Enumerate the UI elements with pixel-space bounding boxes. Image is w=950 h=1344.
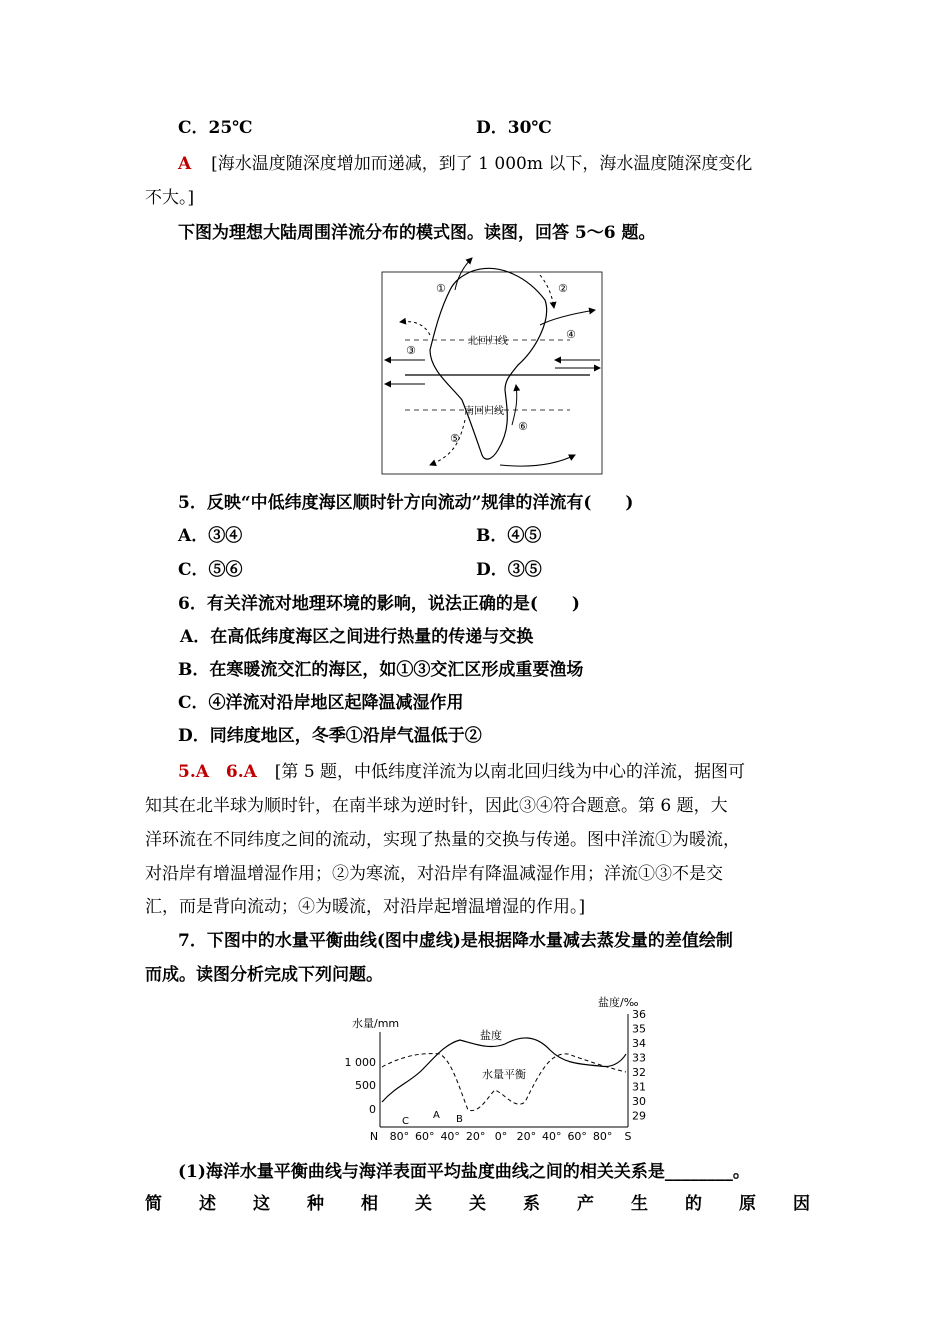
label-5: ⑤ xyxy=(450,432,460,445)
x-tick-label: 20° xyxy=(516,1130,537,1142)
spread-char: 原 xyxy=(739,1194,756,1214)
series-label-water-balance: 水量平衡 xyxy=(482,1068,526,1081)
spread-char: 这 xyxy=(253,1194,270,1214)
q5-option-b: B．④⑤ xyxy=(476,526,542,546)
x-tick-label: 80° xyxy=(592,1130,613,1142)
spread-char: 关 xyxy=(469,1194,486,1214)
q5-option-a: A．③④ xyxy=(178,526,243,546)
answer-5-6-letters: 5.A 6.A xyxy=(178,762,257,782)
spread-char: 因 xyxy=(793,1194,810,1214)
right-tick-label: 31 xyxy=(632,1080,646,1094)
answer-explanation: [海水温度随深度增加而递减，到了 1 000m 以下，海水温度随深度变化 xyxy=(211,154,753,174)
q5-stem: 5．反映“中低纬度海区顺时针方向流动”规律的洋流有( ) xyxy=(178,493,634,513)
x-tick-label: 0° xyxy=(494,1130,508,1142)
spread-char: 产 xyxy=(577,1194,594,1214)
left-tick-label: 0 xyxy=(369,1103,376,1116)
salinity-water-balance-chart xyxy=(340,992,650,1142)
answer-5-6-line4: 对沿岸有增温增湿作用；②为寒流，对沿岸有降温减湿作用；洋流①③不是交 xyxy=(145,864,723,884)
answer-5-6-text: [第 5 题，中低纬度洋流为以南北回归线为中心的洋流，据图可 xyxy=(274,762,746,782)
right-tick-label: 32 xyxy=(632,1066,646,1079)
q6-option-b: B．在寒暖流交汇的海区，如①③交汇区形成重要渔场 xyxy=(178,660,584,680)
q6-option-c: C．④洋流对沿岸地区起降温减湿作用 xyxy=(178,693,464,713)
q6-option-d: D．同纬度地区，冬季①沿岸气温低于② xyxy=(178,726,482,746)
spread-char: 简 xyxy=(145,1194,162,1214)
right-tick-label: 36 xyxy=(632,1008,646,1021)
right-tick-label: 29 xyxy=(632,1109,646,1123)
q7-1-cont xyxy=(145,1192,810,1216)
zone-c: C xyxy=(402,1116,409,1127)
spread-char: 生 xyxy=(631,1194,648,1214)
x-tick-label: 80° xyxy=(389,1130,410,1142)
zone-a: A xyxy=(433,1110,440,1121)
x-tick-label: 20° xyxy=(465,1130,486,1142)
left-tick-label: 1 000 xyxy=(344,1056,376,1069)
spread-char: 系 xyxy=(523,1194,540,1214)
zone-b: B xyxy=(456,1114,463,1125)
option-d: D．30℃ xyxy=(476,118,552,138)
water-balance-curve xyxy=(382,1054,626,1111)
answer-5-6 xyxy=(178,760,745,784)
ylabel-left: 水量/mm xyxy=(352,1017,400,1030)
spread-char: 关 xyxy=(415,1194,432,1214)
series-label-salinity: 盐度 xyxy=(480,1029,502,1042)
answer-explanation-cont: 不大。] xyxy=(145,188,195,208)
right-tick-label: 30 xyxy=(632,1095,646,1108)
q6-stem: 6．有关洋流对地理环境的影响，说法正确的是( ) xyxy=(178,594,580,614)
x-tick-label: 40° xyxy=(542,1130,562,1142)
q7-stem-cont: 而成。读图分析完成下列问题。 xyxy=(145,965,383,985)
label-6: ⑥ xyxy=(518,420,528,433)
label-1: ① xyxy=(436,282,446,295)
q7-1: (1)海洋水量平衡曲线与海洋表面平均盐度曲线之间的相关关系是________。 xyxy=(178,1162,750,1182)
right-tick-label: 35 xyxy=(632,1022,646,1036)
option-c: C．25℃ xyxy=(178,118,253,138)
right-tick-label: 34 xyxy=(632,1037,646,1050)
label-4: ④ xyxy=(566,328,576,341)
ocean-current-figure xyxy=(370,250,615,478)
south-tropic-label: 南回归线 xyxy=(464,406,504,417)
label-2: ② xyxy=(558,282,568,295)
x-tick-label: 60° xyxy=(567,1130,587,1142)
spread-char: 述 xyxy=(199,1194,216,1214)
answer-5-6-line3: 洋环流在不同纬度之间的流动，实现了热量的交换与传递。图中洋流①为暖流， xyxy=(145,830,740,850)
spread-char: 的 xyxy=(685,1194,702,1214)
q5-option-d: D．③⑤ xyxy=(476,560,542,580)
q5-option-c: C．⑤⑥ xyxy=(178,560,243,580)
intro-5-6: 下图为理想大陆周围洋流分布的模式图。读图，回答 5～6 题。 xyxy=(178,223,656,243)
x-tick-label: S xyxy=(624,1130,632,1142)
x-tick-label: 60° xyxy=(415,1130,435,1142)
spread-char: 种 xyxy=(307,1194,324,1214)
q7-stem: 7．下图中的水量平衡曲线(图中虚线)是根据降水量减去蒸发量的差值绘制 xyxy=(178,931,733,951)
answer-block xyxy=(178,152,752,176)
spread-char: 相 xyxy=(361,1194,378,1214)
north-tropic-label: 北回归线 xyxy=(468,336,508,347)
q6-option-a: A．在高低纬度海区之间进行热量的传递与交换 xyxy=(180,627,534,647)
x-tick-label: N xyxy=(369,1130,379,1142)
answer-5-6-line2: 知其在北半球为顺时针，在南半球为逆时针，因此③④符合题意。第 6 题，大 xyxy=(145,796,728,816)
answer-letter: A xyxy=(178,154,192,174)
right-tick-label: 33 xyxy=(632,1051,646,1065)
x-tick-label: 40° xyxy=(440,1130,460,1142)
label-3: ③ xyxy=(406,344,416,357)
ylabel-right: 盐度/‰ xyxy=(598,996,639,1009)
answer-5-6-line5: 汇，而是背向流动；④为暖流，对沿岸起增温增湿的作用。] xyxy=(145,897,586,917)
left-tick-label: 500 xyxy=(355,1079,376,1092)
